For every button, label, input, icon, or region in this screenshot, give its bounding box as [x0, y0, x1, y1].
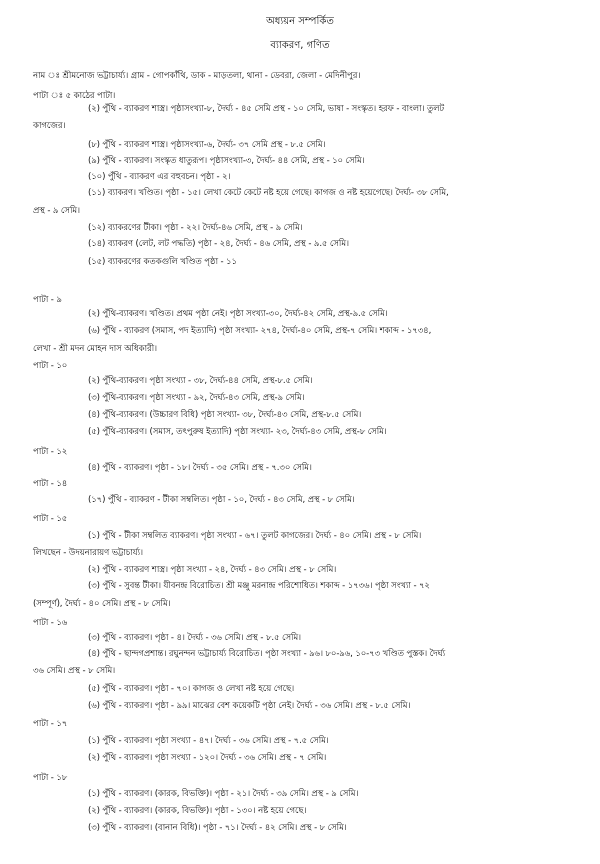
document-line: লিখছেন - উদয়নারায়ণ ভট্টাচার্য্য। — [33, 548, 143, 558]
document-line: (১৫) ব্যাকরণের কতকগুলি খণ্ডিত পৃষ্ঠা - ১১ — [88, 257, 237, 267]
document-line: (১২) ব্যাকরণের টীকা। পৃষ্ঠা - ২২। দৈর্ঘ্য-৪৬ সেমি, প্রস্থ - ৯ সেমি। — [88, 223, 303, 233]
document-line: (৬) পুঁথি - ব্যাকরণ। পৃষ্ঠা - ৯৯। মাঝের বেশ কয়েকটি পৃষ্ঠা নেই। দৈর্ঘ্য - ৩৬ সেমি। প্রস্থ - ৮.৫ সেমি। — [88, 701, 411, 711]
document-line: (৫) পুঁথি-ব্যাকরণ। (সমাস, তৎপুরুষ ইত্যাদি) পৃষ্ঠা সংখ্যা- ২৩, দৈর্ঘ্য-৪৩ সেমি, প্রস্থ-৮ সেমি। — [88, 427, 387, 437]
document-line: পাটা - ১৭ — [33, 719, 68, 729]
document-line: কাগজের। — [33, 121, 66, 131]
document-line: লেখা - শ্রী মদন মোহন দাস অধিকারী। — [33, 344, 157, 354]
page-title: অধ্যয়ন সম্পর্কিত — [266, 16, 334, 27]
document-line: (৩) পুঁথি - ব্যাকরণ। পৃষ্ঠা - ৪। দৈর্ঘ্য - ৩৬ সেমি। প্রস্থ - ৮.৫ সেমি। — [88, 633, 301, 643]
document-line: (২) পুঁথি - ব্যাকরণ শাস্ত্র। পৃষ্ঠাসংখ্যা-৮, দৈর্ঘ্য - ৪৫ সেমি প্রস্থ - ১০ সেমি, ভাষা - সংস্কৃত। হরফ - বাংলা। তুলট — [88, 104, 445, 114]
document-line: (১৭) পুঁথি - ব্যাকরণ - টীকা সম্বলিত। পৃষ্ঠা - ১০, দৈর্ঘ্য - ৪৩ সেমি, প্রস্থ - ৮ সেমি। — [88, 495, 355, 505]
document-line: পাটা - ১৮ — [33, 773, 68, 783]
document-line: পাটা ঃ ৫ কাঠের পাটা। — [33, 91, 116, 101]
document-line: (৩) পুঁথি - ব্যাকরণ। (বানান বিধি)। পৃষ্ঠা - ৭১। দৈর্ঘ্য - ৪২ সেমি। প্রস্থ - ৮ সেমি। — [88, 823, 347, 833]
document-line: (১) পুঁথি - ব্যাকরণ। পৃষ্ঠা সংখ্যা - ৪৭। দৈর্ঘ্য - ৩৬ সেমি। প্রস্থ - ৭.৫ সেমি। — [88, 736, 329, 746]
document-line: (২) পুঁথি-ব্যাকরণ। পৃষ্ঠা সংখ্যা - ৩৮, দৈর্ঘ্য-৪৪ সেমি, প্রস্থ-৮.৫ সেমি। — [88, 376, 313, 386]
document-line: (৫) পুঁথি - ব্যাকরণ। পৃষ্ঠা - ৭০। কাগজ ও লেখা নষ্ট হয়ে গেছে। — [88, 684, 295, 694]
document-line: (৯) পুঁথি - ব্যাকরণ। সংস্কৃত ধাতুরূপ। পৃষ্ঠাসংখ্যা-৩, দৈর্ঘ্য- ৪৪ সেমি, প্রস্থ - ১০ সেমি। — [88, 156, 365, 166]
document-line: (১০) পুঁথি - ব্যাকরণ এর বহুবচন। পৃষ্ঠা - ২। — [88, 172, 231, 182]
document-line: (৪) পুঁথি-ব্যাকরণ। (উচ্চারণ বিধি) পৃষ্ঠা সংখ্যা- ৩৮, দৈর্ঘ্য-৪৩ সেমি, প্রস্থ-৮.৫ সেমি। — [88, 410, 362, 420]
document-line: (৪) পুঁথি - ছান্দগপ্রশান্ত। রঘুনন্দন ভট্টাচার্য্য বিরোচিত। পৃষ্ঠা সংখ্যা - ৯৬। ৮০-৯৬, ১০-৭৩ খণ্ডিত পুস্তক। দৈর্ঘ্য — [88, 649, 446, 659]
document-line: (২) পুঁথি - ব্যাকরণ। (কারক, বিভক্তি)। পৃষ্ঠা - ১৩০। নষ্ট হয়ে গেছে। — [88, 806, 307, 816]
document-line: (৩) পুঁথি-ব্যাকরণ। পৃষ্ঠা সংখ্যা - ৯২, দৈর্ঘ্য-৪৩ সেমি, প্রস্থ-৯ সেমি। — [88, 393, 305, 403]
document-line: (৮) পুঁথি - ব্যাকরণ শাস্ত্র। পৃষ্ঠাসংখ্যা-৬, দৈর্ঘ্য- ৩৭ সেমি প্রস্থ - ৮.৫ সেমি। — [88, 140, 326, 150]
document-line: ৩৬ সেমি। প্রস্থ - ৮ সেমি। — [33, 666, 115, 676]
document-line: (৪) পুঁথি - ব্যাকরণ। পৃষ্ঠা - ১৮। দৈর্ঘ্য - ৩৫ সেমি। প্রস্থ - ৭.৩০ সেমি। — [88, 463, 312, 473]
document-line: পাটা - ১২ — [33, 447, 68, 457]
document-line: পাটা - ১০ — [33, 361, 68, 371]
document-line: পাটা - ১৫ — [33, 514, 68, 524]
document-line: (১৪) ব্যাকরণ (লেট, লট পদ্ধতি) পৃষ্ঠা - ২৪, দৈর্ঘ্য - ৪৬ সেমি, প্রস্থ - ৯.৫ সেমি। — [88, 239, 349, 249]
document-line: পাটা - ৯ — [33, 295, 62, 305]
document-line: (সম্পূর্ণ), দৈর্ঘ্য - ৪০ সেমি। প্রস্থ - ৮ সেমি। — [33, 599, 171, 609]
page-subtitle: ব্যাকরণ, গণিত — [270, 40, 330, 51]
document-line: (২) পুঁথি-ব্যাকরণ। খণ্ডিত। প্রথম পৃষ্ঠা নেই। পৃষ্ঠা সংখ্যা-৩০, দৈর্ঘ্য-৪২ সেমি, প্রস্থ-৯.৫ সেমি। — [88, 309, 388, 319]
document-line: (২) পুঁথি - ব্যাকরণ। পৃষ্ঠা সংখ্যা - ১২০। দৈর্ঘ্য - ৩৬ সেমি। প্রস্থ - ৭ সেমি। — [88, 753, 327, 763]
document-line: প্রস্থ - ৯ সেমি। — [33, 206, 80, 216]
document-line: (৩) পুঁথি - সুবন্ত টীকা। যীবনন্দ্র বিরোচিত। শ্রী মঞ্জু মরনান্দ্র পরিশোধিত। শকাব্দ - ১৭৩৬। পৃষ্ঠা সংখ্যা - ৭২ — [88, 581, 430, 591]
document-line: পাটা - ১৪ — [33, 479, 68, 489]
document-line: পাটা - ১৬ — [33, 618, 68, 628]
document-line: (২) পুঁথি - ব্যাকরণ শাস্ত্র। পৃষ্ঠা সংখ্যা - ২৪, দৈর্ঘ্য - ৪৩ সেমি। প্রস্থ - ৮ সেমি। — [88, 565, 337, 575]
document-line: নাম ঃ শ্রীমনোজ ভট্টাচার্য্য। গ্রাম - গোপকাঁথি, ডাক - মাড়তলা, থানা - ডেবরা, জেলা - মেদিনীপুর। — [33, 71, 361, 81]
document-line: (১) পুঁথি - ব্যাকরণ। (কারক, বিভক্তি)। পৃষ্ঠা - ২১। দৈর্ঘ্য - ৩৯ সেমি। প্রস্থ - ৯ সেমি। — [88, 789, 359, 799]
document-line: (১) পুঁথি - টীকা সম্বলিত ব্যাকরণ। পৃষ্ঠা সংখ্যা - ৬৭। তুলট কাগজের। দৈর্ঘ্য - ৪০ সেমি। প্রস্থ - ৮ সেমি। — [88, 531, 422, 541]
document-line: (১১) ব্যাকরণ। খণ্ডিত। পৃষ্ঠা - ১৫। লেখা কেটে কেটে নষ্ট হয়ে গেছে। কাগজ ও নষ্ট হয়েগেছে। দৈর্ঘ্য- ৩৮ সেমি, — [88, 188, 449, 198]
document-line: (৬) পুঁথি - ব্যাকরণ (সমাস, পদ ইত্যাদি) পৃষ্ঠা সংখ্যা- ২৭৪, দৈর্ঘ্য-৪০ সেমি, প্রস্থ-৭ সেমি। শকাব্দ - ১৭৩৪, — [88, 326, 432, 336]
